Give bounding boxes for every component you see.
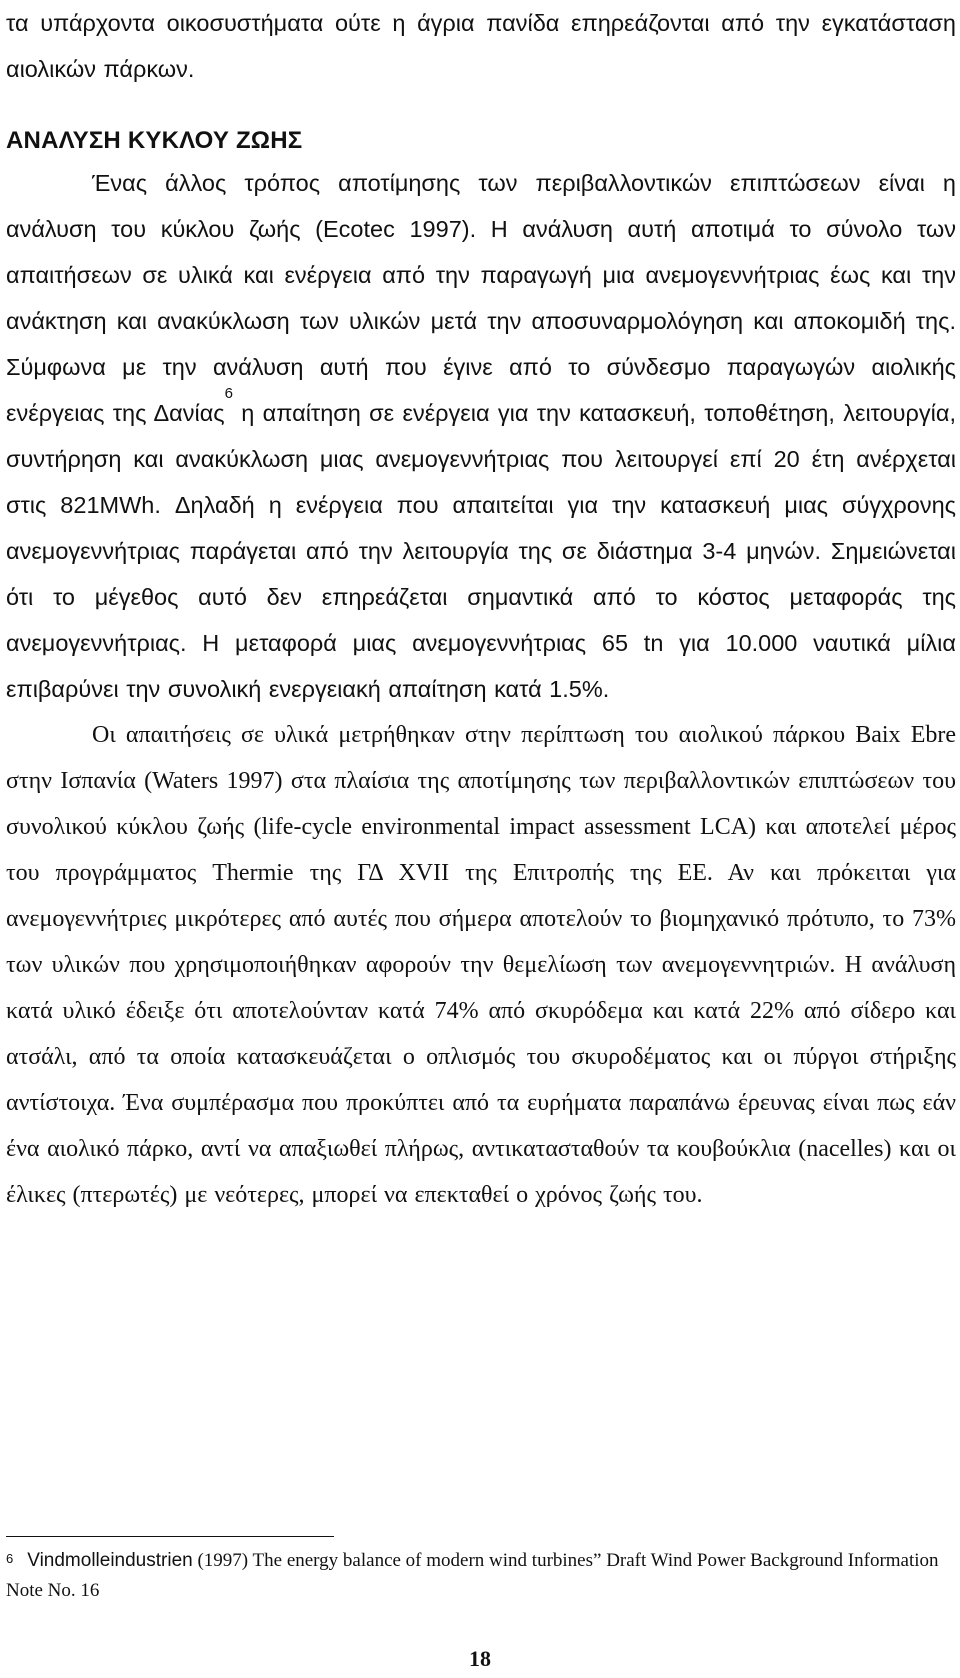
section-heading: ΑΝΑΛΥΣΗ ΚΥΚΛΟΥ ΖΩΗΣ (6, 127, 303, 154)
footnote-mark: 6 (6, 1551, 14, 1566)
paragraph-materials-text: Οι απαιτήσεις σε υλικά μετρήθηκαν στην περίπτωση του αιολικού πάρκου Baix Ebre στην Ισπανία (Waters 1997) στα πλαίσια της αποτίμησης των περιβαλλοντικών επιπτώσεων του συνολικού κύκλου ζωής (life-cycle environmental impact assessment LCA) και αποτελεί μέρος του προγράμματος Thermie της ΓΔ XVII της Επιτροπής της ΕΕ. Αν και πρόκειται για ανεμογεννήτριες μικρότερες από αυτές που σήμερα αποτελούν το βιομηχανικό πρότυπο, το 73% των υλικών που χρησιμοποιήθηκαν αφορούν την θεμελίωση των ανεμογεννητριών. Η ανάλυση κατά υλικό έδειξε ότι αποτελούνταν κατά 74% από σκυρόδεμα και κατά 22% από σίδερο και ατσάλι, από τα οποία κατασκευάζεται ο οπλισμός του σκυροδέματος και οι πύργοι στήριξης αντίστοιχα. Ένα συμπέρασμα που προκύπτει από τα ευρήματα παραπάνω έρευνας είναι πως εάν ένα αιολικό πάρκο, αντί να απαξιωθεί πλήρως, αντικατασταθούν τα κουβούκλια (nacelles) και οι έλικες (πτερωτές) με νεότερες, μπορεί να επεκταθεί ο χρόνος ζωής του. (6, 722, 956, 1208)
paragraph-intro (6, 0, 956, 92)
paragraph-intro-text: τα υπάρχοντα οικοσυστήματα ούτε η άγρια πανίδα επηρεάζονται από την εγκατάσταση αιολικών πάρκων. (6, 10, 956, 82)
paragraph-materials (6, 712, 956, 1218)
document-page (6, 0, 956, 1218)
paragraph-lifecycle (6, 160, 956, 712)
paragraph-lifecycle-part-a: Ένας άλλος τρόπος αποτίμησης των περιβαλλοντικών επιπτώσεων είναι η ανάλυση του κύκλου ζωής (Ecotec 1997). Η ανάλυση αυτή αποτιμά το σύνολο των απαιτήσεων σε υλικά και ενέργεια από την παραγωγή μια ανεμογεννήτριας έως και την ανάκτηση και ανακύκλωση των υλικών μετά την αποσυναρμολόγηση και αποκομιδή της. Σύμφωνα με την ανάλυση αυτή που έγινε από το σύνδεσμο παραγωγών αιολικής ενέργειας της Δανίας (6, 170, 956, 426)
paragraph-lifecycle-part-b: η απαίτηση σε ενέργεια για την κατασκευή, τοποθέτηση, λειτουργία, συντήρηση και ανακύκλωση μιας ανεμογεννήτριας που λειτουργεί επί 20 έτη ανέρχεται στις 821MWh. Δηλαδή η ενέργεια που απαιτείται για την κατασκευή μιας σύγχρονης ανεμογεννήτριας παράγεται από την λειτουργία της σε διάστημα 3-4 μηνών. Σημειώνεται ότι το μέγεθος αυτό δεν επηρεάζεται σημαντικά από το κόστος μεταφοράς της ανεμογεννήτριας. Η μεταφορά μιας ανεμογεννήτριας 65 tn για 10.000 ναυτικά μίλια επιβαρύνει την συνολική ενεργειακή απαίτηση κατά 1.5%. (6, 400, 956, 702)
footnote-reference: 6 (224, 385, 233, 402)
footnote-separator (6, 1536, 334, 1537)
footnote (6, 1546, 956, 1606)
page-number: 18 (469, 1646, 491, 1671)
footnote-lead: Vindmolleindustrien (27, 1550, 193, 1571)
footnote-text: (1997) The energy balance of modern wind turbines” Draft Wind Power Background Information Note No. 16 (6, 1550, 939, 1601)
